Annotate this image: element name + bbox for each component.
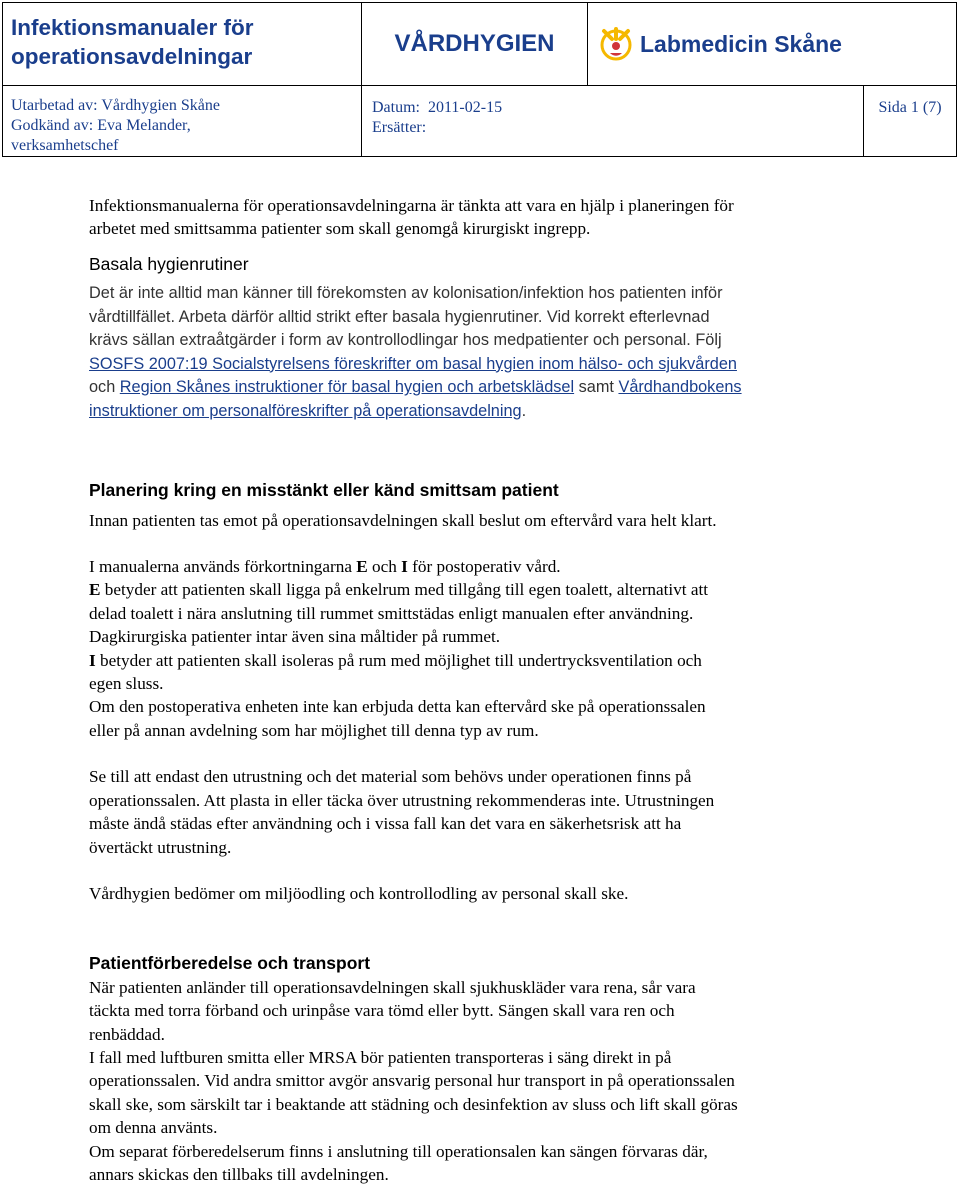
planering-abbreviations: I manualerna används förkortningarna E och I för postoperativ vård. E betyder att patienten skall ligga på enkelrum med tillgång till egen toalett, alternativt att delad toalett i nära anslutning till rummet smittstädas enligt manualen efter användning. Dagkirurgiska patienter intar även sina måltider på rummet. I betyder att patienten skall isoleras på rum med möjlighet till undertrycksventilation och egen sluss. Om den postoperativa enheten inte kan erbjuda detta kan eftervård ske på operationssalen eller på annan avdelning som har möjlighet till denna typ av rum. xyxy=(89,557,709,740)
patient-paragraph: När patienten anländer till operationsavdelningen skall sjukhuskläder vara rena, sår vara täckta med torra förband och urinpåse vara tömd eller bytt. Sängen skall vara ren och renbäddad. I fall med luftburen smitta eller MRSA bör patienten transporteras i säng direkt in på operationssalen. Vid andra smittor avgör ansvarig personal hur transport in på operationssalen skall ske, som särskilt tar i beaktande att städning och desinfektion av sluss och lift skall göras om denna använts. Om separat förberedelserum finns i anslutning till operationsalen kan sängen förvaras där, annars skickas den tillbaks till avdelningen. xyxy=(89,977,738,1184)
manual-title: Infektionsmanualer för operationsavdelningar xyxy=(3,3,362,86)
link-vardhandboken-cont[interactable]: instruktioner om personalföreskrifter på operationsavdelning xyxy=(89,401,522,420)
document-header xyxy=(0,0,960,154)
planering-equipment: Se till att endast den utrustning och det material som behövs under operationen finns på operationssalen. Att plasta in eller täcka över utrustning rekommenderas inte. Utrustningen måste ändå städas efter användning och i vissa fall kan det vara en säkerhetsrisk att ha övertäckt utrustning. xyxy=(89,767,715,857)
link-sosfs-2007-19[interactable]: SOSFS 2007:19 Socialstyrelsens föreskrifter om basal hygien inom hälso- och sjukvården xyxy=(89,354,737,373)
prepared-by: Utarbetad av: Vårdhygien Skåne xyxy=(11,97,220,114)
document-body xyxy=(89,194,879,1186)
heading-basala-hygienrutiner: Basala hygienrutiner xyxy=(89,253,249,274)
page-number: Sida 1 (7) xyxy=(864,86,957,157)
replaces-label: Ersätter: xyxy=(372,119,427,136)
planering-vardhygien: Vårdhygien bedömer om miljöodling och kontrollodling av personal skall ske. xyxy=(89,883,629,903)
document-date: 2011-02-15 xyxy=(428,99,503,116)
approved-by: Godkänd av: Eva Melander, xyxy=(11,117,191,134)
link-region-skane-instruktioner[interactable]: Region Skånes instruktioner för basal hygien och arbetsklädsel xyxy=(119,378,575,397)
lab-logo-cell xyxy=(588,3,957,86)
link-vardhandboken[interactable]: Vårdhandbokens xyxy=(618,378,742,397)
heading-patientforberedelse: Patientförberedelse och transport xyxy=(89,953,371,974)
heading-planering: Planering kring en misstänkt eller känd smittsam patient xyxy=(89,480,559,501)
region-skane-logo-icon xyxy=(598,27,634,61)
authorship-cell: Utarbetad av: Vårdhygien Skåne Godkänd av: Eva Melander, verksamhetschef xyxy=(3,86,362,157)
planering-p1: Innan patienten tas emot på operationsavdelningen skall beslut om eftervård vara helt klart. xyxy=(89,510,717,530)
unit-name: VÅRDHYGIEN xyxy=(362,3,588,86)
date-cell: Datum: 2011-02-15 Ersätter: xyxy=(362,86,864,157)
basala-paragraph: Det är inte alltid man känner till förekomsten av kolonisation/infektion hos patienten inför vårdtillfället. Arbeta därför alltid strikt efter basala hygienrutiner. Vid korrekt efterlevnad krävs sällan extraåtgärder i form av kontrollodlingar hos medpatienter och personal. Följ SOSFS 2007:19 Socialstyrelsens föreskrifter om basal hygien inom hälso- och sjukvården och Region Skånes instruktioner för basal hygien och arbetsklädsel samt Vårdhandbokens instruktioner om personalföreskrifter på operationsavdelning. xyxy=(89,284,742,420)
intro-paragraph: Infektionsmanualerna för operationsavdelningarna är tänkta att vara en hjälp i planeringen för arbetet med smittsamma patienter som skall genomgå kirurgiskt ingrepp. xyxy=(89,196,734,239)
lab-name: Labmedicin Skåne xyxy=(640,30,842,57)
